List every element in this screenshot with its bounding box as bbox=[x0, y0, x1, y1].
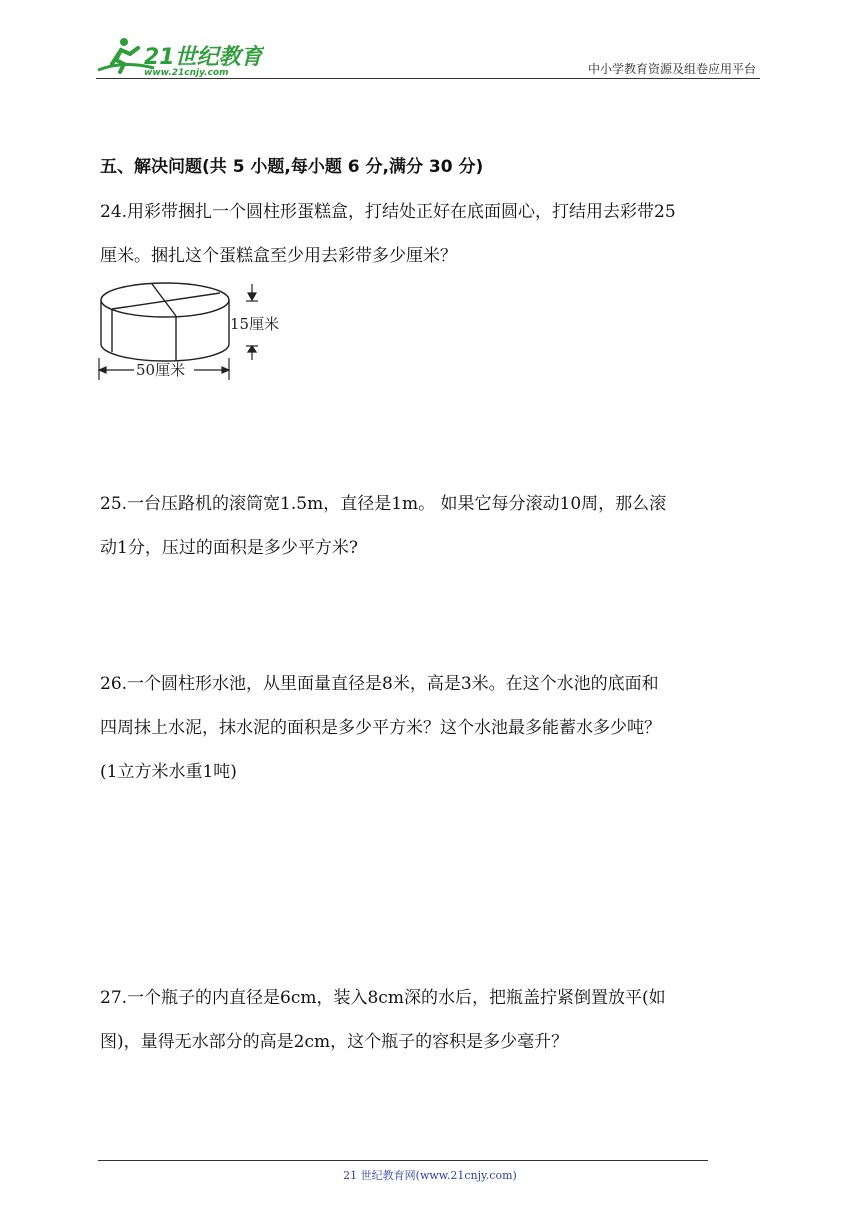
question-25 bbox=[100, 482, 764, 570]
header-divider bbox=[96, 78, 760, 79]
height-label: 15厘米 bbox=[230, 315, 280, 333]
question-26 bbox=[100, 662, 764, 794]
question-24 bbox=[100, 190, 764, 278]
footer-divider bbox=[98, 1160, 708, 1161]
question-line: 24.用彩带捆扎一个圆柱形蛋糕盒，打结处正好在底面圆心，打结用去彩带25 bbox=[100, 202, 676, 222]
question-line: 27.一个瓶子的内直径是6cm，装入8cm深的水后，把瓶盖拧紧倒置放平(如 bbox=[100, 988, 666, 1008]
logo-text: 21世纪教育 bbox=[144, 45, 263, 70]
runner-logo-icon bbox=[94, 34, 264, 78]
platform-name: 中小学教育资源及组卷应用平台 bbox=[587, 62, 756, 76]
question-line: 25.一台压路机的滚筒宽1.5m，直径是1m。 如果它每分滚动10周，那么滚 bbox=[100, 494, 667, 514]
logo-url: www.21cnjy.com bbox=[144, 68, 229, 78]
question-line: 动1分，压过的面积是多少平方米? bbox=[100, 538, 358, 558]
question-line: 图)，量得无水部分的高是2cm，这个瓶子的容积是多少毫升？ bbox=[100, 1032, 569, 1052]
section-title: 五、解决问题(共 5 小题,每小题 6 分,满分 30 分) bbox=[100, 157, 484, 177]
cylinder-diagram bbox=[96, 280, 296, 384]
diameter-label: 50厘米 bbox=[136, 361, 186, 379]
cake-box-figure bbox=[96, 280, 296, 384]
site-logo bbox=[94, 34, 264, 78]
footer-link[interactable]: 21 世纪教育网(www.21cnjy.com) bbox=[343, 1169, 517, 1182]
question-line: 26.一个圆柱形水池，从里面量直径是8米，高是3米。在这个水池的底面和 bbox=[100, 674, 659, 694]
question-line: 厘米。捆扎这个蛋糕盒至少用去彩带多少厘米？ bbox=[100, 246, 457, 266]
question-line: 四周抹上水泥，抹水泥的面积是多少平方米？这个水池最多能蓄水多少吨？ bbox=[100, 718, 661, 738]
question-27 bbox=[100, 976, 764, 1064]
question-line: (1立方米水重1吨) bbox=[100, 762, 237, 782]
